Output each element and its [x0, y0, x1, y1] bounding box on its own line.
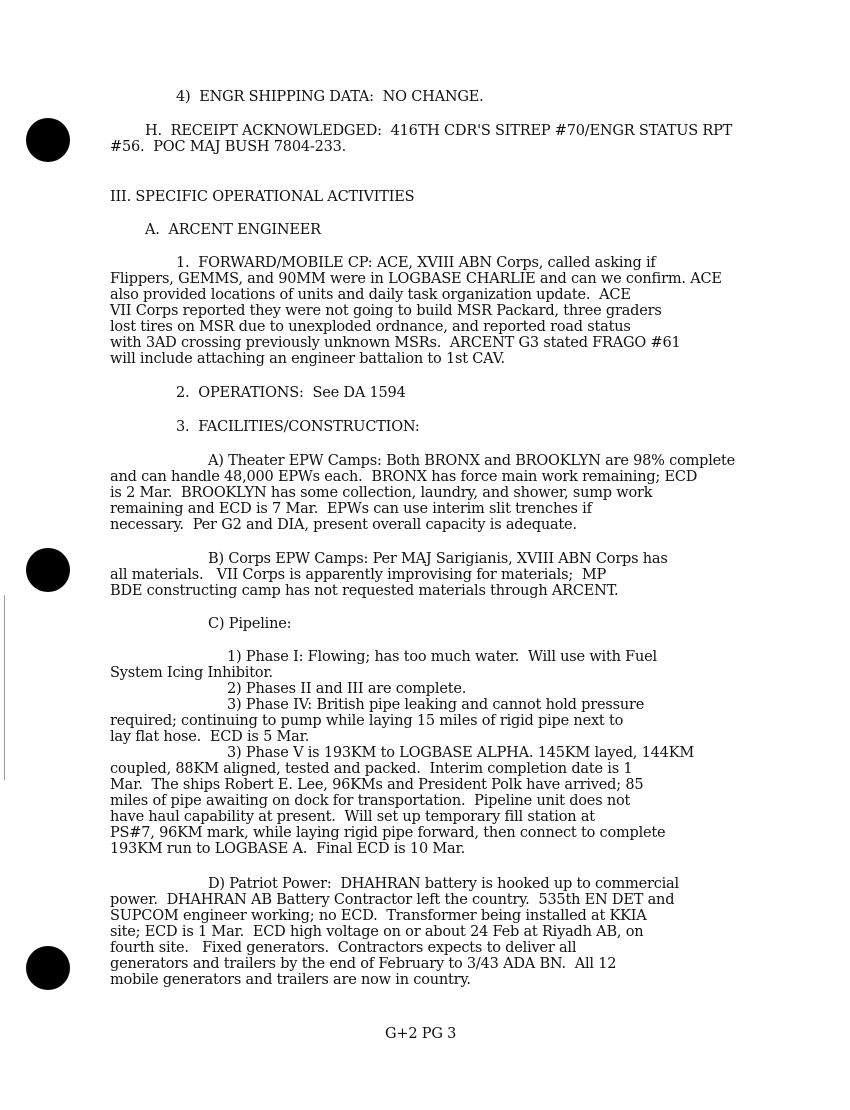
page-footer: G+2 PG 3 — [385, 1026, 457, 1042]
pipeline-phase5-line-5: have haul capability at present. Will set up temporary fill station at — [110, 809, 595, 825]
punch-hole-top — [26, 118, 70, 162]
pipeline-phase5-line-6: PS#7, 96KM mark, while laying rigid pipe forward, then connect to complete — [110, 825, 666, 841]
scan-edge-mark — [4, 595, 5, 780]
pipeline-phase5-line-1: 3) Phase V is 193KM to LOGBASE ALPHA. 145KM layed, 144KM — [227, 745, 694, 761]
corps-epw-line-3: BDE constructing camp has not requested materials through ARCENT. — [110, 583, 619, 599]
section-heading: III. SPECIFIC OPERATIONAL ACTIVITIES — [110, 189, 415, 205]
theater-epw-line-5: necessary. Per G2 and DIA, present overall capacity is adequate. — [110, 517, 577, 533]
theater-epw-line-4: remaining and ECD is 7 Mar. EPWs can use interim slit trenches if — [110, 501, 592, 517]
corps-epw-line-1: B) Corps EPW Camps: Per MAJ Sarigianis, XVIII ABN Corps has — [208, 551, 668, 567]
punch-hole-bottom — [26, 946, 70, 990]
operations-line: 2. OPERATIONS: See DA 1594 — [176, 385, 406, 401]
patriot-power-line-4: site; ECD is 1 Mar. ECD high voltage on or about 24 Feb at Riyadh AB, on — [110, 924, 644, 940]
pipeline-phase4-line-1: 3) Phase IV: British pipe leaking and cannot hold pressure — [227, 697, 645, 713]
pipeline-phase5-line-2: coupled, 88KM aligned, tested and packed. Interim completion date is 1 — [110, 761, 633, 777]
forward-cp-line-5: lost tires on MSR due to unexploded ordnance, and reported road status — [110, 319, 631, 335]
patriot-power-line-1: D) Patriot Power: DHAHRAN battery is hooked up to commercial — [208, 876, 679, 892]
pipeline-phase5-line-7: 193KM run to LOGBASE A. Final ECD is 10 Mar. — [110, 841, 466, 857]
punch-hole-middle — [26, 548, 70, 592]
shipping-data-line: 4) ENGR SHIPPING DATA: NO CHANGE. — [176, 89, 484, 105]
theater-epw-line-1: A) Theater EPW Camps: Both BRONX and BROOKLYN are 98% complete — [208, 453, 736, 469]
corps-epw-line-2: all materials. VII Corps is apparently improvising for materials; MP — [110, 567, 607, 583]
pipeline-phase4-line-3: lay flat hose. ECD is 5 Mar. — [110, 729, 310, 745]
patriot-power-line-7: mobile generators and trailers are now in country. — [110, 972, 471, 988]
receipt-line-1: H. RECEIPT ACKNOWLEDGED: 416TH CDR'S SITREP #70/ENGR STATUS RPT — [145, 123, 733, 139]
forward-cp-line-3: also provided locations of units and daily task organization update. ACE — [110, 287, 631, 303]
patriot-power-line-2: power. DHAHRAN AB Battery Contractor left the country. 535th EN DET and — [110, 892, 675, 908]
pipeline-heading: C) Pipeline: — [208, 616, 292, 632]
forward-cp-line-2: Flippers, GEMMS, and 90MM were in LOGBASE CHARLIE and can we confirm. ACE — [110, 271, 722, 287]
pipeline-phase5-line-4: miles of pipe awaiting on dock for transportation. Pipeline unit does not — [110, 793, 631, 809]
forward-cp-line-7: will include attaching an engineer battalion to 1st CAV. — [110, 351, 505, 367]
subsection-heading: A. ARCENT ENGINEER — [145, 222, 321, 238]
receipt-line-2: #56. POC MAJ BUSH 7804-233. — [110, 139, 347, 155]
forward-cp-line-1: 1. FORWARD/MOBILE CP: ACE, XVIII ABN Corps, called asking if — [176, 255, 656, 271]
theater-epw-line-2: and can handle 48,000 EPWs each. BRONX has force main work remaining; ECD — [110, 469, 698, 485]
forward-cp-line-4: VII Corps reported they were not going to build MSR Packard, three graders — [110, 303, 662, 319]
facilities-line: 3. FACILITIES/CONSTRUCTION: — [176, 419, 420, 435]
theater-epw-line-3: is 2 Mar. BROOKLYN has some collection, laundry, and shower, sump work — [110, 485, 653, 501]
patriot-power-line-5: fourth site. Fixed generators. Contractors expects to deliver all — [110, 940, 577, 956]
pipeline-phase5-line-3: Mar. The ships Robert E. Lee, 96KMs and President Polk have arrived; 85 — [110, 777, 644, 793]
forward-cp-line-6: with 3AD crossing previously unknown MSRs. ARCENT G3 stated FRAGO #61 — [110, 335, 681, 351]
pipeline-phase2-line: 2) Phases II and III are complete. — [227, 681, 467, 697]
pipeline-phase1-line-2: System Icing Inhibitor. — [110, 665, 273, 681]
pipeline-phase1-line-1: 1) Phase I: Flowing; has too much water. Will use with Fuel — [227, 649, 657, 665]
patriot-power-line-6: generators and trailers by the end of February to 3/43 ADA BN. All 12 — [110, 956, 617, 972]
pipeline-phase4-line-2: required; continuing to pump while laying 15 miles of rigid pipe next to — [110, 713, 624, 729]
patriot-power-line-3: SUPCOM engineer working; no ECD. Transformer being installed at KKIA — [110, 908, 647, 924]
